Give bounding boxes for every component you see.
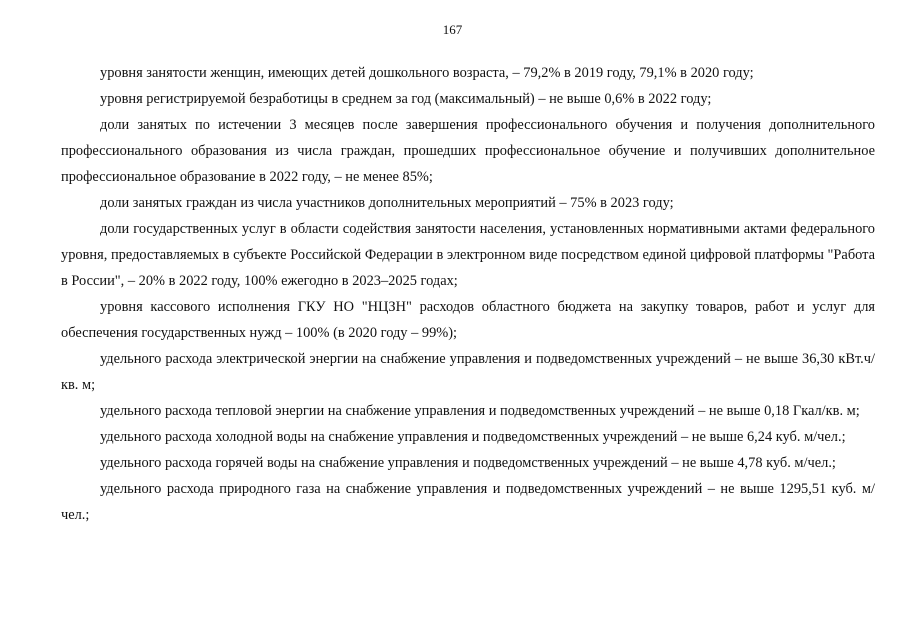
paragraph-electricity-consumption: удельного расхода электрической энергии на снабжение управления и подведомственных учреждений – не выше 36,30 кВт.ч/кв. м; [61,351,875,393]
paragraph-employment-women: уровня занятости женщин, имеющих детей дошкольного возраста, – 79,2% в 2019 году, 79,1% в 2020 году; [100,65,754,81]
paragraph-unemployment-rate: уровня регистрируемой безработицы в среднем за год (максимальный) – не выше 0,6% в 2022 году; [100,91,712,107]
paragraph-employed-after-training: доли занятых по истечении 3 месяцев после завершения профессионального обучения и получения дополнительного профессионального образования из числа граждан, прошедших профессиональное обучение и получивших дополнительное профессиональное образование в 2022 году, – не менее 85%; [61,117,875,185]
document-body [61,60,875,528]
paragraph-employed-participants: доли занятых граждан из числа участников дополнительных мероприятий – 75% в 2023 году; [100,195,674,211]
paragraph-electronic-services: доли государственных услуг в области содействия занятости населения, установленных нормативными актами федерального уровня, предоставляемых в субъекте Российской Федерации в электронном виде посредством единой цифровой платформы "Работа в России", – 20% в 2022 году, 100% ежегодно в 2023–2025 годах; [61,221,875,289]
paragraph-natural-gas-consumption: удельного расхода природного газа на снабжение управления и подведомственных учреждений – не выше 1295,51 куб. м/чел.; [61,481,875,523]
paragraph-heat-consumption: удельного расхода тепловой энергии на снабжение управления и подведомственных учреждений – не выше 0,18 Гкал/кв. м; [100,403,860,419]
page-number: 167 [442,22,463,37]
paragraph-budget-execution: уровня кассового исполнения ГКУ НО "НЦЗН" расходов областного бюджета на закупку товаров, работ и услуг для обеспечения государственных нужд – 100% (в 2020 году – 99%); [61,299,875,341]
paragraph-hot-water-consumption: удельного расхода горячей воды на снабжение управления и подведомственных учреждений – не выше 4,78 куб. м/чел.; [100,455,836,471]
paragraph-cold-water-consumption: удельного расхода холодной воды на снабжение управления и подведомственных учреждений – не выше 6,24 куб. м/чел.; [100,429,846,445]
